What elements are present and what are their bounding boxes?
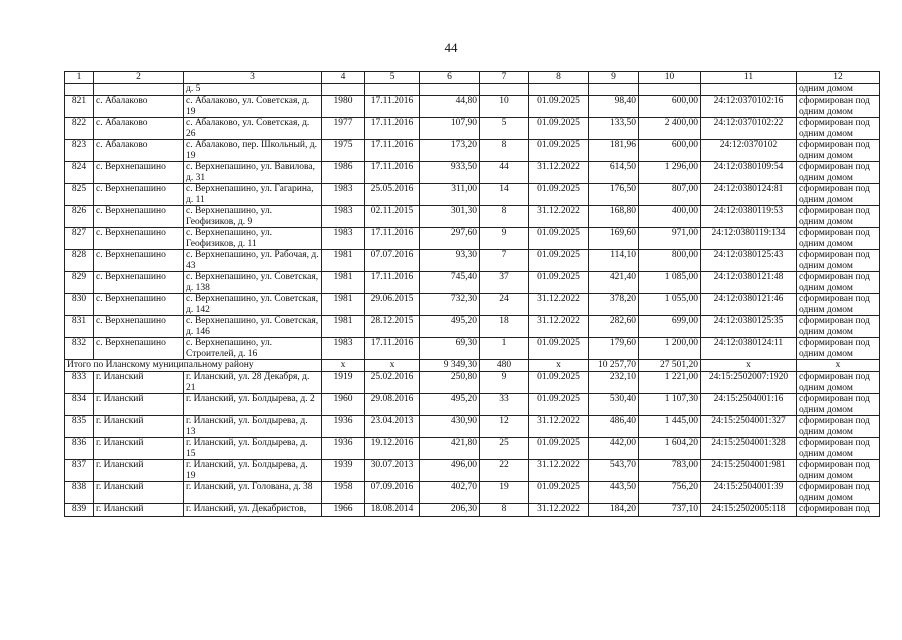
total-label: Итого по Иланскому муниципальному району <box>65 360 322 372</box>
value-9-cell: 184,20 <box>589 504 639 517</box>
value-9-cell: 443,50 <box>589 482 639 504</box>
status-cell: сформирован под одним домом <box>797 162 880 184</box>
status-cell: сформирован под одним домом <box>797 294 880 316</box>
year-cell: 1936 <box>322 416 365 438</box>
settlement-cell: с. Абалаково <box>94 118 184 140</box>
settlement-cell: г. Иланский <box>94 372 184 394</box>
area-cell: 933,50 <box>420 162 480 184</box>
year-cell: 1936 <box>322 438 365 460</box>
year-cell: 1981 <box>322 316 365 338</box>
value-9-cell: 486,40 <box>589 416 639 438</box>
area-cell: 69,30 <box>420 338 480 360</box>
header-cell: 4 <box>322 72 365 84</box>
total-status-cell: x <box>797 360 880 372</box>
area-cell: 732,30 <box>420 294 480 316</box>
deadline-cell: 31.12.2022 <box>529 504 589 517</box>
cadastral-cell: 24:15:2502007:1920 <box>701 372 797 394</box>
status-cell: сформирован под одним домом <box>797 184 880 206</box>
header-cell: 11 <box>701 72 797 84</box>
people-cell: 5 <box>480 118 529 140</box>
table-row <box>65 250 880 272</box>
people-cell: 37 <box>480 272 529 294</box>
cadastral-cell: 24:12:0380121:48 <box>701 272 797 294</box>
address-cell: с. Верхнепашино, ул. Рабочая, д. 43 <box>184 250 322 272</box>
value-9-cell: 176,50 <box>589 184 639 206</box>
row-number-cell: 837 <box>65 460 94 482</box>
year-cell: 1981 <box>322 272 365 294</box>
cadastral-cell: 24:15:2504001:16 <box>701 394 797 416</box>
year-cell: 1981 <box>322 250 365 272</box>
status-cell: сформирован под одним домом <box>797 140 880 162</box>
value-10-cell: 600,00 <box>639 140 701 162</box>
date-cell: 17.11.2016 <box>365 118 420 140</box>
row-number-cell: 825 <box>65 184 94 206</box>
table-row <box>65 206 880 228</box>
table-row <box>65 416 880 438</box>
value-10-cell: 699,00 <box>639 316 701 338</box>
cadastral-cell: 24:12:0380124:11 <box>701 338 797 360</box>
table-row <box>65 96 880 118</box>
deadline-cell: 01.09.2025 <box>529 394 589 416</box>
deadline-cell: 01.09.2025 <box>529 228 589 250</box>
deadline-cell: 01.09.2025 <box>529 250 589 272</box>
status-cell: сформирован под одним домом <box>797 272 880 294</box>
row-number-cell: 827 <box>65 228 94 250</box>
row-number-cell: 821 <box>65 96 94 118</box>
people-cell: 9 <box>480 372 529 394</box>
cadastral-cell: 24:15:2504001:327 <box>701 416 797 438</box>
status-cell: сформирован под одним домом <box>797 118 880 140</box>
area-cell: 496,00 <box>420 460 480 482</box>
table-row <box>65 438 880 460</box>
settlement-cell: с. Абалаково <box>94 140 184 162</box>
value-9-cell: 114,10 <box>589 250 639 272</box>
people-cell: 18 <box>480 316 529 338</box>
header-cell: 1 <box>65 72 94 84</box>
status-cell: сформирован под одним домом <box>797 338 880 360</box>
date-cell: 30.07.2013 <box>365 460 420 482</box>
total-v9-cell: 10 257,70 <box>589 360 639 372</box>
deadline-cell: 31.12.2022 <box>529 162 589 184</box>
value-10-cell: 756,20 <box>639 482 701 504</box>
row-number-cell: 824 <box>65 162 94 184</box>
people-cell: 8 <box>480 504 529 517</box>
table-row <box>65 372 880 394</box>
row-number-cell: 832 <box>65 338 94 360</box>
value-10-cell: 1 055,00 <box>639 294 701 316</box>
address-cell: с. Абалаково, ул. Советская, д. 26 <box>184 118 322 140</box>
address-cell: г. Иланский, ул. 28 Декабря, д. 21 <box>184 372 322 394</box>
area-cell: 495,20 <box>420 394 480 416</box>
deadline-cell: 01.09.2025 <box>529 272 589 294</box>
value-10-cell: 1 107,30 <box>639 394 701 416</box>
people-cell: 8 <box>480 206 529 228</box>
value-9-cell: 442,00 <box>589 438 639 460</box>
row-number-cell: 838 <box>65 482 94 504</box>
area-cell: 44,80 <box>420 96 480 118</box>
value-9-cell: 133,50 <box>589 118 639 140</box>
people-cell: 19 <box>480 482 529 504</box>
address-cell: г. Иланский, ул. Болдырева, д. 13 <box>184 416 322 438</box>
value-9-cell: 181,96 <box>589 140 639 162</box>
row-number-cell: 831 <box>65 316 94 338</box>
settlement-cell: с. Верхнепашино <box>94 272 184 294</box>
settlement-cell: г. Иланский <box>94 504 184 517</box>
table-row <box>65 394 880 416</box>
cadastral-cell: 24:15:2504001:39 <box>701 482 797 504</box>
year-cell: 1983 <box>322 228 365 250</box>
area-cell: 495,20 <box>420 316 480 338</box>
date-cell: 25.02.2016 <box>365 372 420 394</box>
value-10-cell: 1 296,00 <box>639 162 701 184</box>
status-cell: сформирован под одним домом <box>797 372 880 394</box>
settlement-cell: с. Верхнепашино <box>94 294 184 316</box>
year-cell: 1919 <box>322 372 365 394</box>
address-cell: с. Верхнепашино, ул. Советская, д. 146 <box>184 316 322 338</box>
deadline-cell: 01.09.2025 <box>529 118 589 140</box>
deadline-cell: 01.09.2025 <box>529 184 589 206</box>
people-cell: 14 <box>480 184 529 206</box>
value-9-cell: 530,40 <box>589 394 639 416</box>
deadline-cell: 01.09.2025 <box>529 140 589 162</box>
total-cadastral-cell: x <box>701 360 797 372</box>
address-cell: г. Иланский, ул. Декабристов, <box>184 504 322 517</box>
value-10-cell: 1 604,20 <box>639 438 701 460</box>
year-cell: 1960 <box>322 394 365 416</box>
settlement-cell: с. Верхнепашино <box>94 316 184 338</box>
area-cell: 206,30 <box>420 504 480 517</box>
cadastral-cell: 24:12:0380119:134 <box>701 228 797 250</box>
total-people-cell: 480 <box>480 360 529 372</box>
value-10-cell: 1 445,00 <box>639 416 701 438</box>
date-cell: 17.11.2016 <box>365 96 420 118</box>
people-cell: 9 <box>480 228 529 250</box>
deadline-cell: 01.09.2025 <box>529 96 589 118</box>
row-number-cell: 834 <box>65 394 94 416</box>
header-cell: 7 <box>480 72 529 84</box>
settlement-cell: с. Верхнепашино <box>94 184 184 206</box>
status-cell: сформирован под одним домом <box>797 228 880 250</box>
table-row <box>65 272 880 294</box>
address-cell: с. Абалаково, пер. Школьный, д. 19 <box>184 140 322 162</box>
header-cell: 3 <box>184 72 322 84</box>
table-row <box>65 460 880 482</box>
value-9-cell: 169,60 <box>589 228 639 250</box>
settlement-cell: г. Иланский <box>94 460 184 482</box>
cadastral-cell: 24:12:0380121:46 <box>701 294 797 316</box>
value-10-cell: 807,00 <box>639 184 701 206</box>
value-9-cell: 282,60 <box>589 316 639 338</box>
housing-table <box>64 71 880 517</box>
total-date-cell: x <box>365 360 420 372</box>
address-cell: г. Иланский, ул. Болдырева, д. 15 <box>184 438 322 460</box>
row-number-cell: 836 <box>65 438 94 460</box>
table-row <box>65 504 880 517</box>
page-number: 44 <box>444 40 458 55</box>
row-number-cell: 823 <box>65 140 94 162</box>
row-number-cell: 839 <box>65 504 94 517</box>
cadastral-cell: 24:12:0380124:81 <box>701 184 797 206</box>
people-cell: 10 <box>480 96 529 118</box>
people-cell: 1 <box>480 338 529 360</box>
address-cell: с. Верхнепашино, ул. Строителей, д. 16 <box>184 338 322 360</box>
year-cell: 1981 <box>322 294 365 316</box>
cadastral-cell: 24:12:0380125:43 <box>701 250 797 272</box>
area-cell: 173,20 <box>420 140 480 162</box>
settlement-cell: с. Верхнепашино <box>94 250 184 272</box>
date-cell: 02.11.2015 <box>365 206 420 228</box>
cadastral-cell: 24:12:0370102:22 <box>701 118 797 140</box>
table-row <box>65 316 880 338</box>
status-cell: сформирован под <box>797 504 880 517</box>
total-year-cell: x <box>322 360 365 372</box>
people-cell: 12 <box>480 416 529 438</box>
area-cell: 745,40 <box>420 272 480 294</box>
row-number-cell: 822 <box>65 118 94 140</box>
deadline-cell: 31.12.2022 <box>529 460 589 482</box>
header-cell: 2 <box>94 72 184 84</box>
cadastral-cell: 24:12:0370102 <box>701 140 797 162</box>
date-cell: 17.11.2016 <box>365 140 420 162</box>
address-cell: г. Иланский, ул. Болдырева, д. 2 <box>184 394 322 416</box>
value-10-cell: 1 200,00 <box>639 338 701 360</box>
value-9-cell: 98,40 <box>589 96 639 118</box>
table-row <box>65 118 880 140</box>
people-cell: 33 <box>480 394 529 416</box>
area-cell: 297,60 <box>420 228 480 250</box>
value-10-cell: 400,00 <box>639 206 701 228</box>
address-cell: с. Абалаково, ул. Советская, д. 19 <box>184 96 322 118</box>
table-row <box>65 140 880 162</box>
address-cell: г. Иланский, ул. Голована, д. 38 <box>184 482 322 504</box>
header-cell: 5 <box>365 72 420 84</box>
table-row <box>65 184 880 206</box>
date-cell: 17.11.2016 <box>365 272 420 294</box>
deadline-cell: 01.09.2025 <box>529 438 589 460</box>
year-cell: 1977 <box>322 118 365 140</box>
value-10-cell: 783,00 <box>639 460 701 482</box>
people-cell: 22 <box>480 460 529 482</box>
year-cell: 1986 <box>322 162 365 184</box>
area-cell: 402,70 <box>420 482 480 504</box>
continuation-row <box>65 84 880 96</box>
settlement-cell: с. Верхнепашино <box>94 338 184 360</box>
table-row <box>65 228 880 250</box>
header-cell: 6 <box>420 72 480 84</box>
status-cell: сформирован под одним домом <box>797 316 880 338</box>
cadastral-cell: 24:15:2504001:981 <box>701 460 797 482</box>
deadline-cell: 01.09.2025 <box>529 482 589 504</box>
value-10-cell: 737,10 <box>639 504 701 517</box>
people-cell: 7 <box>480 250 529 272</box>
area-cell: 107,90 <box>420 118 480 140</box>
area-cell: 421,80 <box>420 438 480 460</box>
settlement-cell: г. Иланский <box>94 416 184 438</box>
settlement-cell: с. Верхнепашино <box>94 206 184 228</box>
header-cell: 10 <box>639 72 701 84</box>
deadline-cell: 31.12.2022 <box>529 416 589 438</box>
cadastral-cell: 24:12:0370102:16 <box>701 96 797 118</box>
status-cell: одним домом <box>797 84 880 96</box>
value-9-cell: 543,70 <box>589 460 639 482</box>
row-number-cell: 828 <box>65 250 94 272</box>
status-cell: сформирован под одним домом <box>797 394 880 416</box>
row-number-cell: 830 <box>65 294 94 316</box>
people-cell: 8 <box>480 140 529 162</box>
date-cell: 18.08.2014 <box>365 504 420 517</box>
year-cell: 1980 <box>322 96 365 118</box>
total-row <box>65 360 880 372</box>
area-cell: 430,90 <box>420 416 480 438</box>
year-cell: 1983 <box>322 206 365 228</box>
status-cell: сформирован под одним домом <box>797 416 880 438</box>
value-10-cell: 800,00 <box>639 250 701 272</box>
cadastral-cell: 24:12:0380119:53 <box>701 206 797 228</box>
header-row <box>65 72 880 84</box>
total-deadline-cell: x <box>529 360 589 372</box>
row-number-cell: 833 <box>65 372 94 394</box>
area-cell: 93,30 <box>420 250 480 272</box>
people-cell: 25 <box>480 438 529 460</box>
deadline-cell: 01.09.2025 <box>529 372 589 394</box>
cadastral-cell: 24:12:0380125:35 <box>701 316 797 338</box>
date-cell: 17.11.2016 <box>365 228 420 250</box>
date-cell: 17.11.2016 <box>365 162 420 184</box>
address-cell: с. Верхнепашино, ул. Советская, д. 142 <box>184 294 322 316</box>
status-cell: сформирован под одним домом <box>797 438 880 460</box>
address-cell: с. Верхнепашино, ул. Гагарина, д. 11 <box>184 184 322 206</box>
value-9-cell: 421,40 <box>589 272 639 294</box>
year-cell: 1939 <box>322 460 365 482</box>
header-cell: 8 <box>529 72 589 84</box>
value-10-cell: 1 085,00 <box>639 272 701 294</box>
status-cell: сформирован под одним домом <box>797 206 880 228</box>
deadline-cell: 31.12.2022 <box>529 206 589 228</box>
address-cell: г. Иланский, ул. Болдырева, д. 19 <box>184 460 322 482</box>
settlement-cell: с. Абалаково <box>94 96 184 118</box>
area-cell: 301,30 <box>420 206 480 228</box>
deadline-cell: 31.12.2022 <box>529 294 589 316</box>
address-cell: д. 5 <box>184 84 322 96</box>
date-cell: 29.08.2016 <box>365 394 420 416</box>
date-cell: 07.07.2016 <box>365 250 420 272</box>
value-10-cell: 600,00 <box>639 96 701 118</box>
date-cell: 25.05.2016 <box>365 184 420 206</box>
row-number-cell: 835 <box>65 416 94 438</box>
total-area-cell: 9 349,30 <box>420 360 480 372</box>
settlement-cell: г. Иланский <box>94 394 184 416</box>
value-10-cell: 1 221,00 <box>639 372 701 394</box>
cadastral-cell: 24:12:0380109:54 <box>701 162 797 184</box>
table-row <box>65 294 880 316</box>
status-cell: сформирован под одним домом <box>797 96 880 118</box>
deadline-cell: 31.12.2022 <box>529 316 589 338</box>
year-cell: 1975 <box>322 140 365 162</box>
date-cell: 07.09.2016 <box>365 482 420 504</box>
year-cell: 1983 <box>322 338 365 360</box>
date-cell: 17.11.2016 <box>365 338 420 360</box>
address-cell: с. Верхнепашино, ул. Советская, д. 138 <box>184 272 322 294</box>
row-number-cell: 829 <box>65 272 94 294</box>
value-10-cell: 2 400,00 <box>639 118 701 140</box>
value-9-cell: 614,50 <box>589 162 639 184</box>
date-cell: 28.12.2015 <box>365 316 420 338</box>
table-row <box>65 338 880 360</box>
value-9-cell: 168,80 <box>589 206 639 228</box>
value-9-cell: 232,10 <box>589 372 639 394</box>
status-cell: сформирован под одним домом <box>797 460 880 482</box>
deadline-cell: 01.09.2025 <box>529 338 589 360</box>
year-cell: 1958 <box>322 482 365 504</box>
value-10-cell: 971,00 <box>639 228 701 250</box>
value-9-cell: 378,20 <box>589 294 639 316</box>
year-cell: 1966 <box>322 504 365 517</box>
status-cell: сформирован под одним домом <box>797 482 880 504</box>
address-cell: с. Верхнепашино, ул. Вавилова, д. 31 <box>184 162 322 184</box>
address-cell: с. Верхнепашино, ул. Геофизиков, д. 11 <box>184 228 322 250</box>
total-v10-cell: 27 501,20 <box>639 360 701 372</box>
header-cell: 9 <box>589 72 639 84</box>
settlement-cell: г. Иланский <box>94 438 184 460</box>
date-cell: 23.04.2013 <box>365 416 420 438</box>
settlement-cell: г. Иланский <box>94 482 184 504</box>
people-cell: 44 <box>480 162 529 184</box>
table-row <box>65 162 880 184</box>
date-cell: 29.06.2015 <box>365 294 420 316</box>
status-cell: сформирован под одним домом <box>797 250 880 272</box>
year-cell: 1983 <box>322 184 365 206</box>
area-cell: 250,80 <box>420 372 480 394</box>
header-cell: 12 <box>797 72 880 84</box>
date-cell: 19.12.2016 <box>365 438 420 460</box>
cadastral-cell: 24:15:2502005:118 <box>701 504 797 517</box>
address-cell: с. Верхнепашино, ул. Геофизиков, д. 9 <box>184 206 322 228</box>
settlement-cell: с. Верхнепашино <box>94 162 184 184</box>
people-cell: 24 <box>480 294 529 316</box>
area-cell: 311,00 <box>420 184 480 206</box>
value-9-cell: 179,60 <box>589 338 639 360</box>
row-number-cell: 826 <box>65 206 94 228</box>
table-row <box>65 482 880 504</box>
settlement-cell: с. Верхнепашино <box>94 228 184 250</box>
cadastral-cell: 24:15:2504001:328 <box>701 438 797 460</box>
